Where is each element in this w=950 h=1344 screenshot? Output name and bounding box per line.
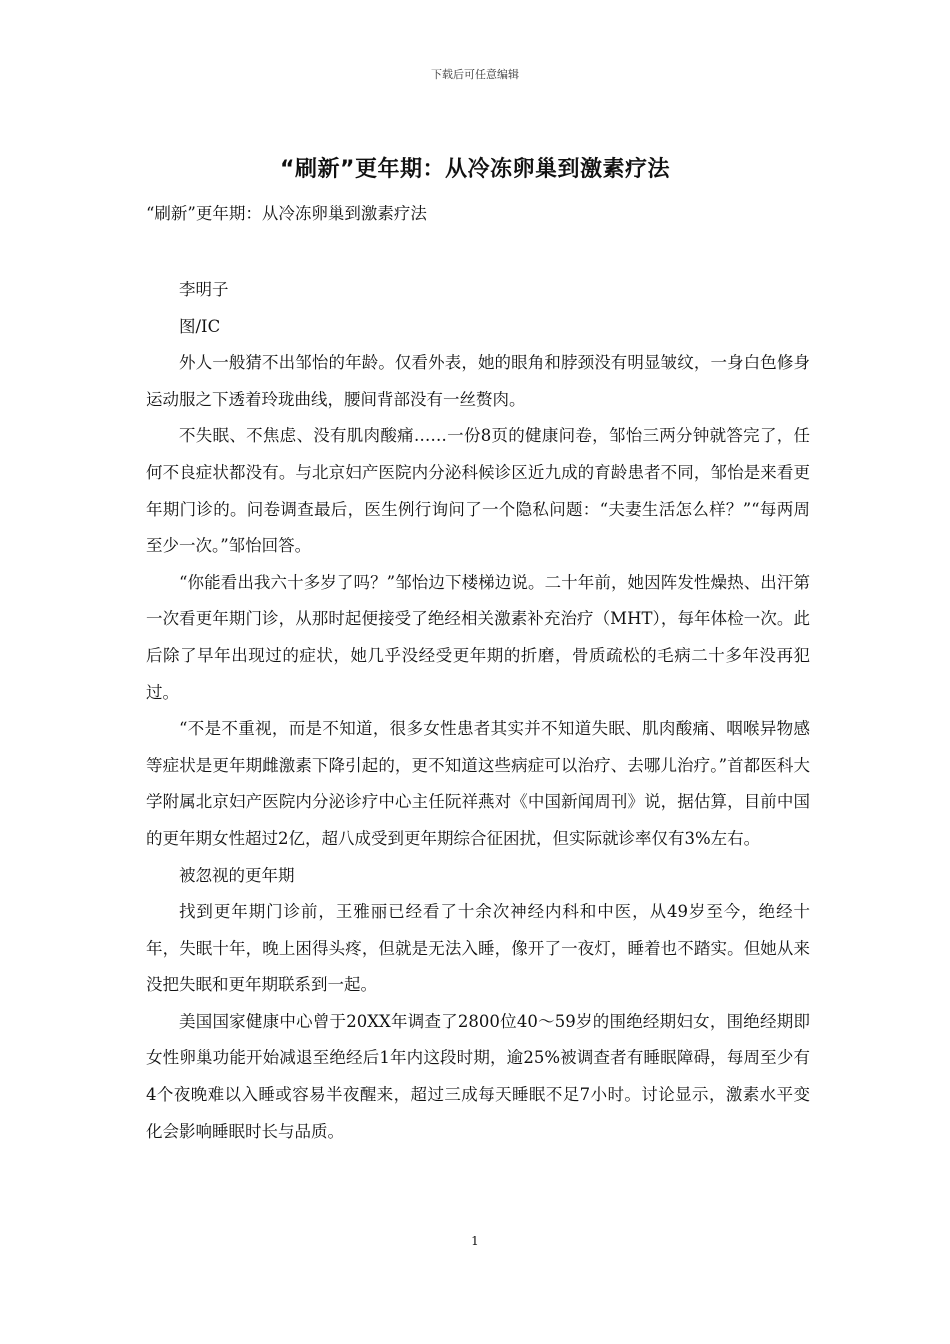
image-credit: 图/IC bbox=[179, 316, 221, 336]
article-body bbox=[146, 272, 810, 1150]
body-paragraph: “你能看出我六十多岁了吗？”邹怡边下楼梯边说。二十年前，她因阵发性燥热、出汗第一次看更年期门诊，从那时起便接受了绝经相关激素补充治疗（MHT），每年体检一次。此后除了早年出现过的症状，她几乎没经受更年期的折磨，骨质疏松的毛病二十多年没再犯过。 bbox=[146, 572, 810, 702]
body-paragraph: 找到更年期门诊前，王雅丽已经看了十余次神经内科和中医，从49岁至今，绝经十年，失眠十年，晚上困得头疼，但就是无法入睡，像开了一夜灯，睡着也不踏实。但她从来没把失眠和更年期联系到一起。 bbox=[146, 902, 810, 995]
page-number: 1 bbox=[471, 1234, 479, 1248]
document-subtitle: “刷新”更年期：从冷冻卵巢到激素疗法 bbox=[146, 204, 427, 223]
page-header-note: 下载后可任意编辑 bbox=[431, 68, 519, 81]
document-title: “刷新”更年期：从冷冻卵巢到激素疗法 bbox=[280, 157, 670, 182]
body-paragraph: 不失眠、不焦虑、没有肌肉酸痛……一份8页的健康问卷，邹怡三两分钟就答完了，任何不良症状都没有。与北京妇产医院内分泌科候诊区近九成的育龄患者不同，邹怡是来看更年期门诊的。问卷调查最后，医生例行询问了一个隐私问题：“夫妻生活怎么样？”“每两周至少一次。”邹怡回答。 bbox=[146, 426, 810, 556]
body-paragraph: “不是不重视，而是不知道，很多女性患者其实并不知道失眠、肌肉酸痛、咽喉异物感等症状是更年期雌激素下降引起的，更不知道这些病症可以治疗、去哪儿治疗。”首都医科大学附属北京妇产医院内分泌诊疗中心主任阮祥燕对《中国新闻周刊》说，据估算，目前中国的更年期女性超过2亿，超八成受到更年期综合征困扰，但实际就诊率仅有3%左右。 bbox=[146, 719, 810, 848]
section-heading: 被忽视的更年期 bbox=[179, 865, 295, 885]
author-line: 李明子 bbox=[179, 280, 229, 299]
body-paragraph: 美国国家健康中心曾于20XX年调查了2800位40～59岁的围绝经期妇女，围绝经期即女性卵巢功能开始减退至绝经后1年内这段时期，逾25%被调查者有睡眠障碍，每周至少有4个夜晚难以入睡或容易半夜醒来，超过三成每天睡眠不足7小时。讨论显示，激素水平变化会影响睡眠时长与品质。 bbox=[146, 1011, 810, 1141]
body-paragraph: 外人一般猜不出邹怡的年龄。仅看外表，她的眼角和脖颈没有明显皱纹，一身白色修身运动服之下透着玲珑曲线，腰间背部没有一丝赘肉。 bbox=[146, 353, 810, 409]
